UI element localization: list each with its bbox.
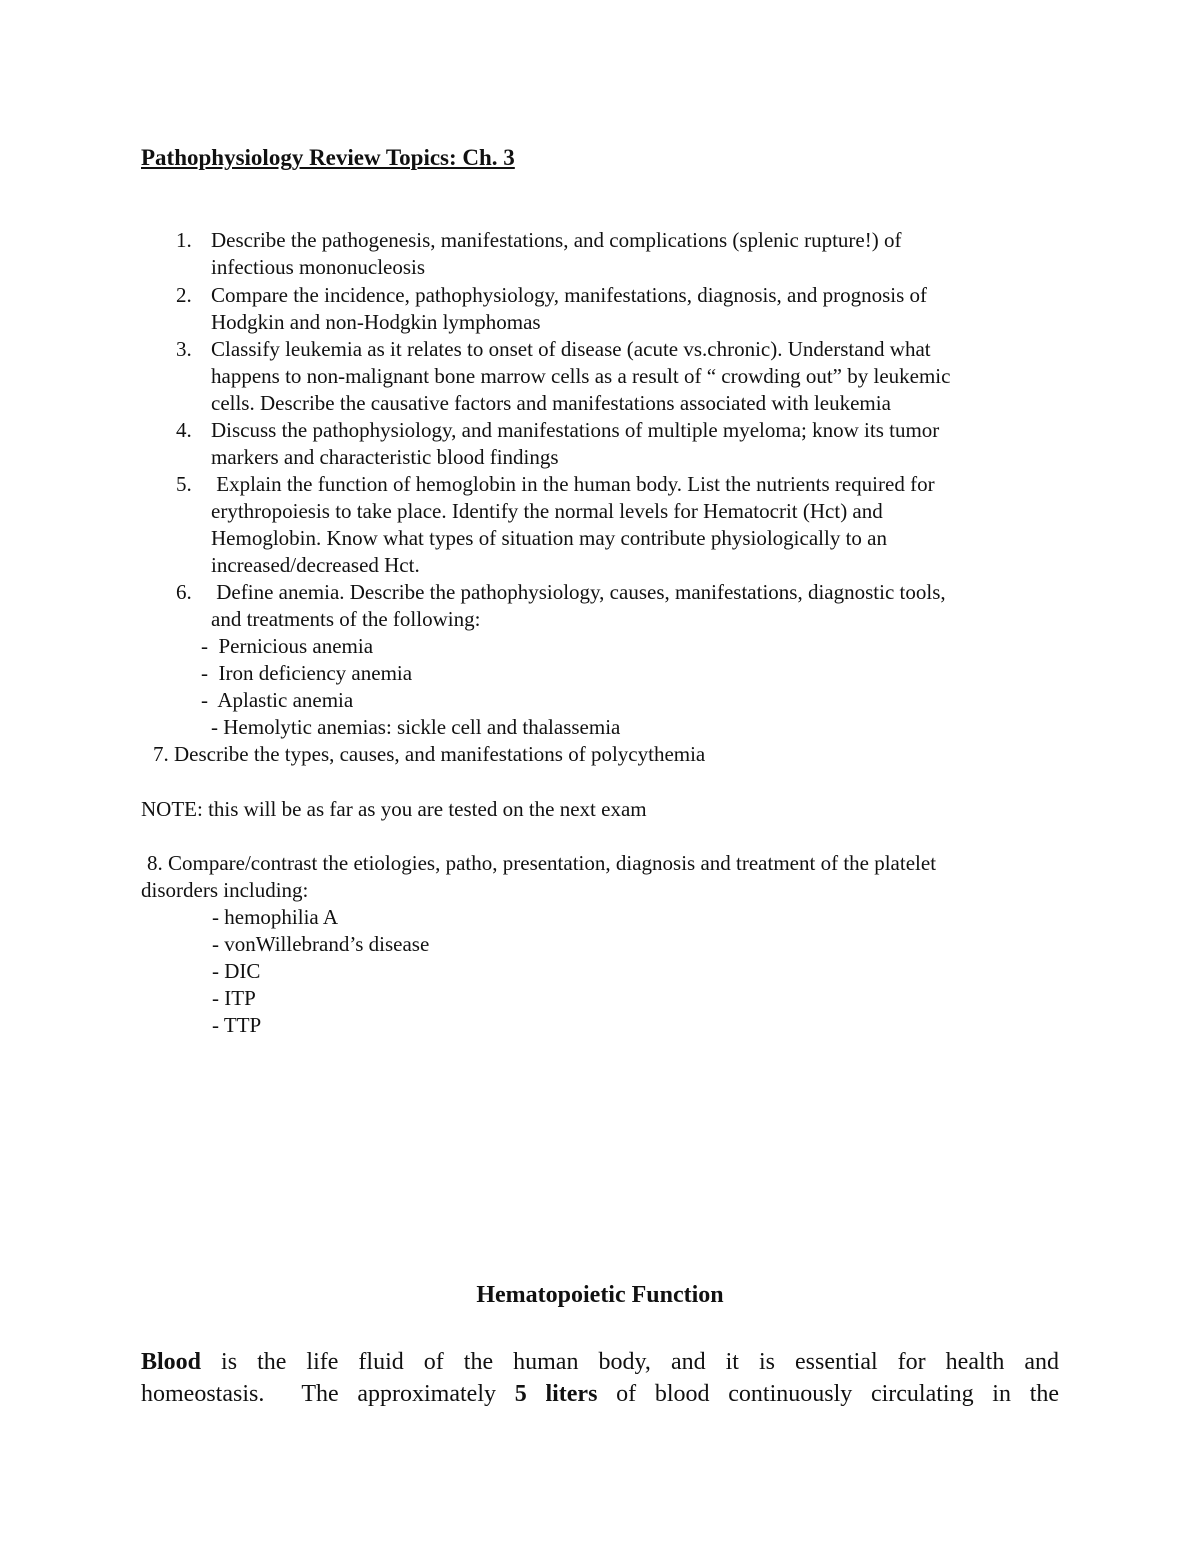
bold-term: Blood [141, 1349, 202, 1375]
paragraph-text: homeostasis. The approximately [141, 1381, 515, 1407]
item-text-line: Define anemia. Describe the pathophysiology, causes, manifestations, diagnostic tools, [211, 580, 946, 604]
anemia-list-item: - Aplastic anemia [201, 688, 354, 712]
item-text-line: Explain the function of hemoglobin in the human body. List the nutrients required for [211, 472, 935, 496]
item-text-line: Hodgkin and non-Hodgkin lymphomas [211, 310, 541, 334]
platelet-list-item: - DIC [212, 959, 261, 983]
bold-term: 5 liters [514, 1381, 598, 1407]
item-8-text-line: 8. Compare/contrast the etiologies, patho, presentation, diagnosis and treatment of the platelet [147, 851, 937, 875]
item-text-line: Describe the pathogenesis, manifestations, and complications (splenic rupture!) of [211, 228, 902, 252]
item-text-line: Compare the incidence, pathophysiology, manifestations, diagnosis, and prognosis of [211, 283, 928, 307]
item-text-line: markers and characteristic blood findings [211, 445, 559, 469]
item-text-line: Hemoglobin. Know what types of situation may contribute physiologically to an [211, 526, 887, 550]
item-number: 2. [176, 283, 192, 307]
item-text-line: Classify leukemia as it relates to onset of disease (acute vs.chronic). Understand what [211, 337, 931, 361]
item-number: 4. [176, 418, 192, 442]
item-number: 5. [176, 472, 192, 496]
anemia-list-item: - Pernicious anemia [201, 634, 374, 658]
item-text-line: Discuss the pathophysiology, and manifestations of multiple myeloma; know its tumor [211, 418, 940, 442]
page-title: Pathophysiology Review Topics: Ch. 3 [141, 145, 515, 170]
item-text-line: happens to non-malignant bone marrow cells as a result of “ crowding out” by leukemic [211, 364, 951, 388]
section-title: Hematopoietic Function [476, 1282, 724, 1308]
platelet-list-item: - vonWillebrand’s disease [212, 932, 430, 956]
item-text-line: erythropoiesis to take place. Identify the normal levels for Hematocrit (Hct) and [211, 499, 883, 523]
platelet-list-item: - hemophilia A [212, 905, 338, 929]
platelet-list-item: - TTP [212, 1013, 262, 1037]
note-text: NOTE: this will be as far as you are tested on the next exam [141, 797, 647, 821]
item-text-line: and treatments of the following: [211, 607, 481, 631]
item-text-line: increased/decreased Hct. [211, 553, 420, 577]
item-8-text-line: disorders including: [141, 878, 309, 902]
item-text-line: infectious mononucleosis [211, 255, 426, 279]
paragraph-line [141, 1346, 1059, 1378]
paragraph-line [141, 1378, 1059, 1410]
item-7-text: 7. Describe the types, causes, and manifestations of polycythemia [153, 742, 706, 766]
paragraph-text: is the life fluid of the human body, and it is essential for health and [201, 1349, 1059, 1375]
platelet-list-item: - ITP [212, 986, 256, 1010]
anemia-list-item: - Iron deficiency anemia [201, 661, 413, 685]
anemia-list-item: - Hemolytic anemias: sickle cell and thalassemia [211, 715, 621, 739]
paragraph-text: of blood continuously circulating in the [597, 1381, 1060, 1407]
item-number: 3. [176, 337, 192, 361]
item-text-line: cells. Describe the causative factors and manifestations associated with leukemia [211, 391, 891, 415]
item-number: 1. [176, 228, 192, 252]
item-number: 6. [176, 580, 192, 604]
